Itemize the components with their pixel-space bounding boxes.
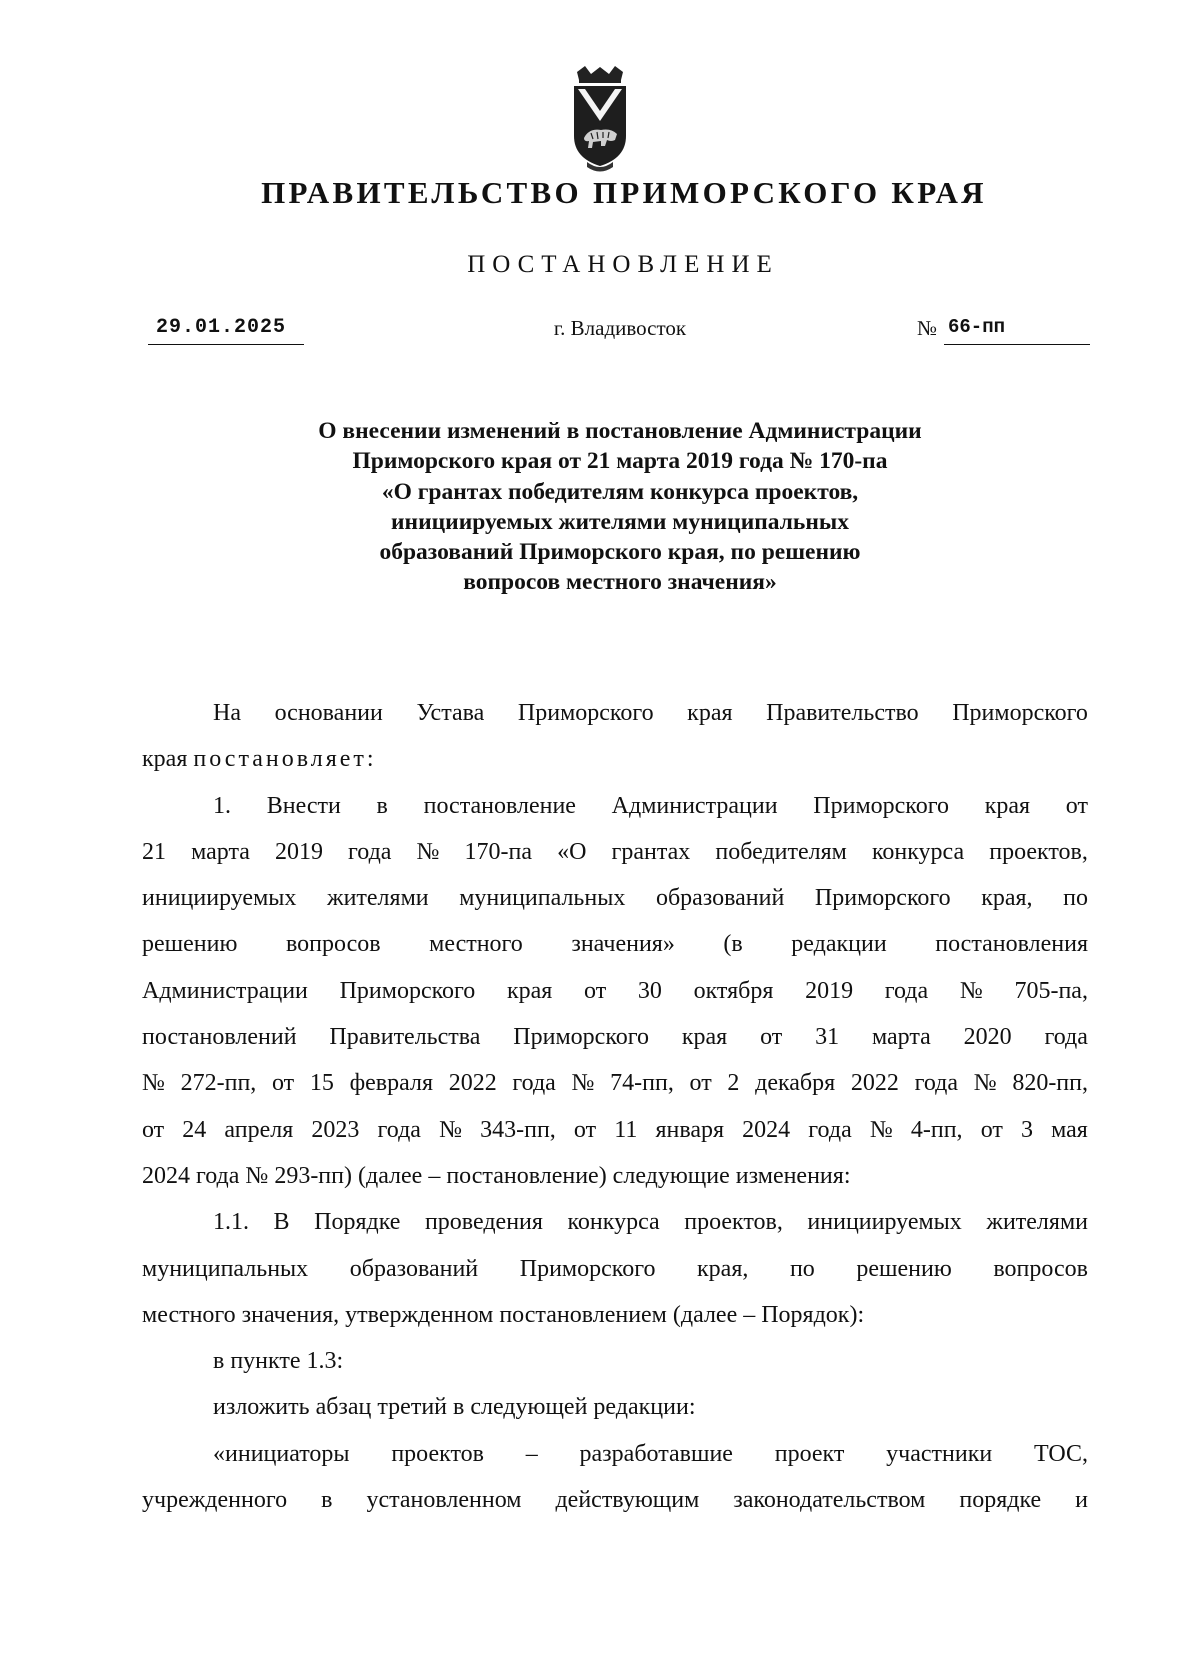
body-word: № (571, 1070, 595, 1097)
body-word: конкурса (871, 838, 965, 865)
body-word: Порядке (314, 1209, 401, 1236)
body-word: от (1065, 792, 1088, 819)
body-word: № (959, 977, 983, 1004)
body-word: «инициаторы (213, 1440, 350, 1467)
body-word: края, (981, 885, 1033, 912)
body-word: марта (191, 838, 250, 865)
body-line (142, 1014, 1088, 1060)
body-word: от (272, 1070, 295, 1097)
body-word: Приморского (813, 792, 949, 819)
body-word: года (914, 1070, 958, 1097)
body-word: Администрации (611, 792, 778, 819)
body-line (142, 968, 1088, 1014)
body-word: декабря (755, 1070, 836, 1097)
body-word: проектов (391, 1440, 484, 1467)
body-word: 170-па (464, 838, 533, 865)
body-line (142, 1431, 1088, 1477)
body-word: жителями (326, 885, 429, 912)
body-word: Приморского (513, 1024, 649, 1051)
subject-line: «О грантах победителям конкурса проектов, (381, 478, 859, 505)
body-word: образований (655, 885, 785, 912)
subject-line: О внесении изменений в постановление Администрации (318, 418, 922, 444)
body-word: года (348, 838, 392, 865)
body-word: края (681, 1024, 728, 1051)
body-word: № (416, 838, 440, 865)
body-word: образований (349, 1255, 479, 1282)
body-word: основании (274, 700, 383, 726)
body-word: На (213, 700, 241, 726)
body-word: участники (886, 1440, 993, 1467)
body-word: 2023 (311, 1116, 360, 1143)
body-word: 2019 (274, 838, 323, 865)
subject-line: вопросов местного значения» (463, 569, 777, 596)
subject-line: Приморского края от 21 марта 2019 года № 170-па (352, 448, 888, 475)
body-word: от (689, 1070, 712, 1097)
body-word: победителям (715, 838, 847, 865)
body-word: края (984, 792, 1031, 819)
body-word: Администрации (142, 977, 308, 1004)
body-word: в (376, 792, 388, 819)
body-line (142, 783, 1088, 829)
body-word: от (760, 1024, 783, 1051)
body-word: 1. (213, 792, 231, 819)
body-word: учрежденного (142, 1487, 288, 1514)
body-word: от (584, 977, 607, 1004)
body-word: муниципальных (459, 885, 626, 912)
body-word: 3 (1020, 1116, 1033, 1143)
body-word: от (980, 1116, 1003, 1143)
body-line: 2024 года № 293-пп) (далее – постановление) следующие изменения: (142, 1162, 851, 1189)
body-word: 31 (815, 1024, 840, 1051)
body-word: 272-пп, (180, 1070, 257, 1097)
document-number: 66-пп (944, 316, 1090, 345)
body-word: края (687, 700, 733, 726)
body-word: проект (774, 1440, 845, 1467)
body-text-spaced: постановляет: (193, 746, 377, 773)
body-line: в пункте 1.3: (213, 1348, 344, 1375)
body-word: муниципальных (142, 1255, 309, 1282)
document-kind: ПОСТАНОВЛЕНИЕ (467, 251, 779, 278)
body-word: 2 (727, 1070, 740, 1097)
body-word: вопросов (285, 931, 381, 958)
body-word: В (273, 1209, 290, 1236)
body-word: года (1044, 1024, 1088, 1051)
body-word: проведения (424, 1209, 543, 1236)
body-word: вопросов (993, 1255, 1088, 1282)
body-word: года (808, 1116, 852, 1143)
body-word: проектов, (989, 838, 1088, 865)
body-word: 2024 (742, 1116, 791, 1143)
body-word: редакции (791, 931, 887, 958)
body-word: Внести (266, 792, 341, 819)
body-word: Правительства (329, 1024, 481, 1051)
body-word: 15 (309, 1070, 334, 1097)
body-word: решению (856, 1255, 952, 1282)
body-line (142, 736, 1088, 782)
body-word: Приморского (519, 1255, 656, 1282)
body-word: Устава (416, 700, 485, 726)
body-word: года (512, 1070, 556, 1097)
body-word: Приморского (952, 700, 1088, 726)
body-word: № (142, 1070, 165, 1097)
body-line (142, 1060, 1088, 1106)
body-word: от (142, 1116, 165, 1143)
body-word: по (1063, 885, 1088, 912)
body-word: жителями (986, 1209, 1088, 1236)
body-word: 820-пп, (1012, 1070, 1088, 1097)
body-word: 74-пп, (610, 1070, 674, 1097)
body-line (142, 690, 1088, 736)
body-word: 2020 (963, 1024, 1012, 1051)
body-line (142, 1107, 1088, 1153)
body-word: в (321, 1487, 333, 1514)
body-line (142, 829, 1088, 875)
body-word: февраля (349, 1070, 433, 1097)
body-line (142, 875, 1088, 921)
body-word: октября (693, 977, 774, 1004)
government-title: ПРАВИТЕЛЬСТВО ПРИМОРСКОГО КРАЯ (261, 175, 987, 210)
body-word: января (655, 1116, 725, 1143)
body-word: 11 (614, 1116, 638, 1143)
body-word: 4-пп, (910, 1116, 963, 1143)
body-word: по (789, 1255, 815, 1282)
body-word: 1.1. (213, 1209, 249, 1236)
body-word: 30 (637, 977, 662, 1004)
subject-line: образований Приморского края, по решению (379, 539, 861, 566)
body-word: установленном (366, 1487, 522, 1514)
body-line (142, 1246, 1088, 1292)
body-word: 2022 (850, 1070, 899, 1097)
document-body (142, 690, 1088, 1523)
document-subject (190, 416, 1050, 598)
body-word: 343-пп, (480, 1116, 556, 1143)
body-word: действующим (555, 1487, 700, 1514)
body-word: края (506, 977, 553, 1004)
body-word: года (884, 977, 929, 1004)
body-word: разработавшие (579, 1440, 733, 1467)
body-word: апреля (224, 1116, 294, 1143)
body-word: № (869, 1116, 893, 1143)
body-word: решению (142, 931, 238, 958)
body-word: от (573, 1116, 597, 1143)
body-line (142, 921, 1088, 967)
body-word: № (439, 1116, 462, 1143)
body-word: постановление (423, 792, 576, 819)
body-word: года (377, 1116, 421, 1143)
subject-line: инициируемых жителями муниципальных (391, 508, 849, 535)
body-word: постановления (935, 931, 1088, 958)
document-number-label: № (917, 316, 938, 340)
body-word: № (973, 1070, 997, 1097)
body-line (142, 1199, 1088, 1245)
body-text: края (142, 746, 194, 773)
body-word: инициируемых (142, 885, 297, 912)
body-word: значения» (571, 931, 675, 958)
body-word: порядке (959, 1487, 1042, 1514)
primorsky-krai-coat-of-arms-icon (571, 66, 629, 174)
body-word: Приморского (814, 885, 951, 912)
body-word: 705-па, (1014, 977, 1088, 1004)
body-word: (в (723, 931, 743, 958)
body-word: «О (557, 838, 587, 865)
body-word: 2022 (448, 1070, 497, 1097)
body-word: 24 (182, 1116, 207, 1143)
body-line: местного значения, утвержденном постановлением (далее – Порядок): (142, 1301, 865, 1328)
body-word: законодательством (733, 1487, 926, 1514)
body-word: и (1075, 1487, 1088, 1514)
body-word: 21 (142, 838, 166, 865)
body-word: Приморского (339, 977, 476, 1004)
body-word: конкурса (567, 1209, 660, 1236)
body-word: инициируемых (807, 1209, 962, 1236)
body-word: местного (429, 931, 523, 958)
body-word: мая (1051, 1116, 1088, 1143)
body-word: грантах (611, 838, 691, 865)
body-word: марта (871, 1024, 931, 1051)
document-city: г. Владивосток (553, 316, 687, 340)
body-word: Приморского (517, 700, 654, 726)
body-line: изложить абзац третий в следующей редакции: (213, 1394, 696, 1421)
body-word: постановлений (142, 1024, 297, 1051)
body-word: – (525, 1440, 538, 1467)
body-line (142, 1477, 1088, 1523)
body-word: края, (697, 1255, 749, 1282)
body-word: ТОС, (1033, 1440, 1088, 1467)
document-date: 29.01.2025 (148, 316, 304, 345)
body-word: Правительство (766, 700, 919, 726)
body-word: проектов, (684, 1209, 783, 1236)
body-word: 2019 (805, 977, 854, 1004)
